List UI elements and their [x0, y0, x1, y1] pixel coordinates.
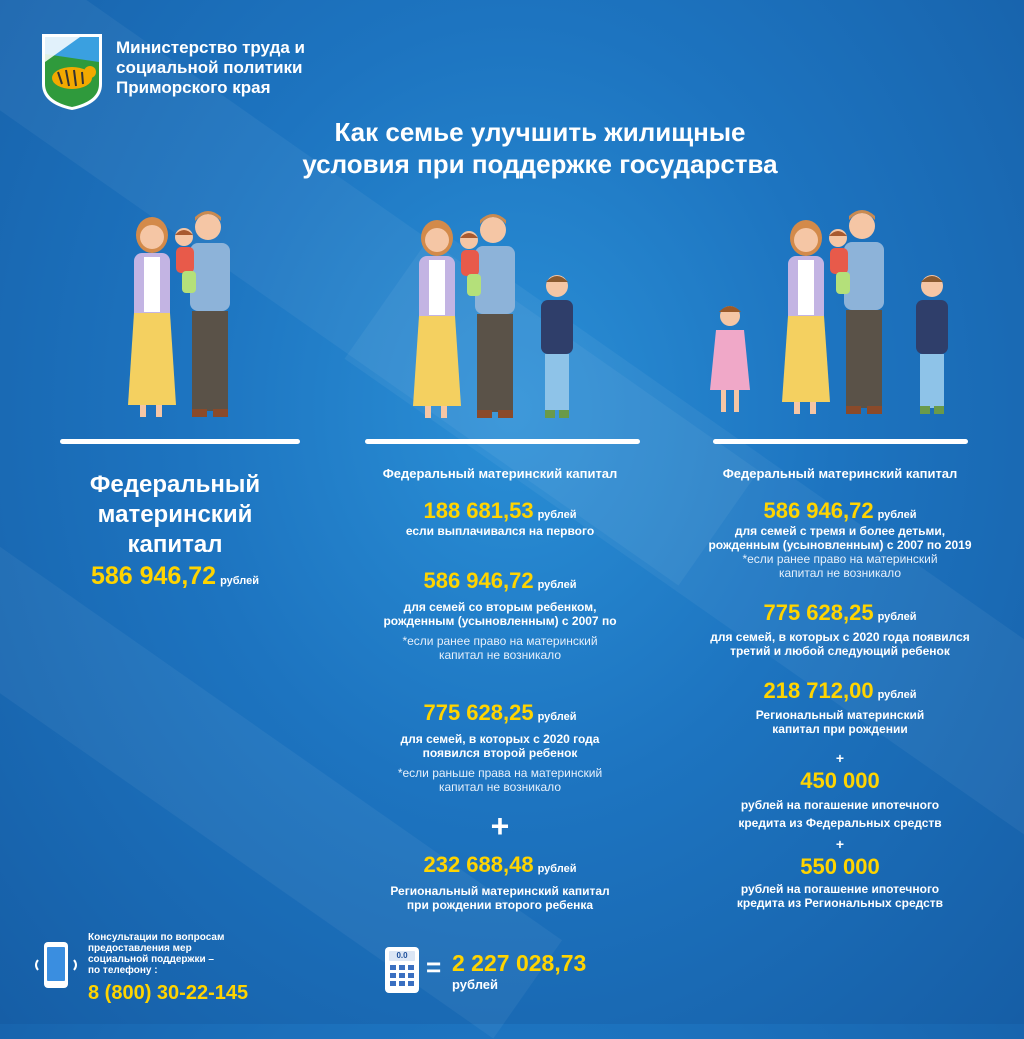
divider-col3: [713, 439, 968, 444]
consultation-line-1: Консультации по вопросам: [88, 932, 225, 943]
col2-regional: [340, 852, 660, 912]
page-title-line-1: Как семье улучшить жилищные: [334, 117, 746, 147]
family-illustration-three-children: [706, 210, 956, 420]
equals-sign: =: [426, 952, 442, 982]
page-title: [230, 116, 850, 180]
col3-item-1-desc-2: рожденным (усыновленным) с 2007 по 2019: [708, 538, 972, 552]
col1-title: [40, 470, 310, 560]
col2-item-2-unit: рублей: [537, 579, 577, 591]
col2-item-1: [340, 498, 660, 538]
col2-item-1-desc: если выплачивался на первого: [405, 524, 595, 538]
col3-item-3-unit: рублей: [877, 689, 917, 701]
consultation-line-3: социальной поддержки –: [88, 954, 214, 965]
col2-item-3-desc-1: для семей, в которых с 2020 года: [400, 732, 600, 746]
col2-item-3-unit: рублей: [537, 711, 577, 723]
col2-item-2-amount: 586 946,72: [423, 568, 534, 593]
calculator-icon: [384, 946, 420, 994]
phone-icon: [32, 940, 80, 990]
col2-item-2: [340, 568, 660, 662]
col2-item-2-note-2: капитал не возникало: [438, 648, 561, 662]
col3-plus-2: +: [835, 836, 845, 852]
consultation-text: [88, 932, 224, 976]
ministry-line-2: социальной политики: [116, 58, 303, 77]
col2-item-1-unit: рублей: [537, 509, 577, 521]
col2-plus: +: [490, 808, 510, 844]
col1-title-line-3: капитал: [127, 531, 223, 558]
col1-title-line-1: Федеральный: [89, 471, 261, 498]
col1-amount-row: [40, 562, 310, 591]
col2-regional-desc-2: при рождении второго ребенка: [406, 898, 594, 912]
col2-regional-desc-1: Региональный материнский капитал: [390, 884, 610, 898]
col2-item-3-desc-2: появился второй ребенок: [422, 746, 578, 760]
hotline-phone[interactable]: 8 (800) 30-22-145: [88, 982, 249, 1004]
col3-mortgage-federal-amount: 450 000: [800, 768, 880, 793]
col3-heading: Федеральный материнский капитал: [722, 466, 958, 481]
consultation-line-4: по телефону :: [88, 965, 158, 976]
col1-title-line-2: материнский: [97, 501, 253, 528]
col2-item-1-amount: 188 681,53: [423, 498, 534, 523]
divider-col2: [365, 439, 640, 444]
col2-item-2-desc-1: для семей со вторым ребенком,: [403, 600, 597, 614]
ministry-name: [116, 38, 305, 98]
col2-item-2-note-1: *если ранее право на материнский: [402, 634, 598, 648]
col2-item-3-note-2: капитал не возникало: [438, 780, 561, 794]
col3-mortgage-federal-desc-1: рублей на погашение ипотечного: [740, 798, 940, 812]
col3-mortgage-regional: [680, 854, 1000, 910]
col3-item-2-unit: рублей: [877, 611, 917, 623]
calculator-display-text: 0.0: [396, 951, 408, 960]
col3-item-2-amount: 775 628,25: [763, 600, 874, 625]
col3-item-3-desc-1: Региональный материнский: [755, 708, 925, 722]
coat-of-arms-logo: [40, 32, 104, 112]
ministry-line-1: Министерство труда и: [116, 38, 306, 57]
col3-item-3: [680, 678, 1000, 736]
col3-item-3-desc-2: капитал при рождении: [772, 722, 908, 736]
col2-regional-unit: рублей: [537, 863, 577, 875]
col3-item-1-desc-1: для семей с тремя и более детьми,: [734, 524, 946, 538]
col3-mortgage-regional-amount: 550 000: [800, 854, 880, 879]
col1-unit: рублей: [220, 575, 260, 587]
col3-item-1-amount: 586 946,72: [763, 498, 874, 523]
col3-item-1-unit: рублей: [877, 509, 917, 521]
total-amount: 2 227 028,73: [452, 950, 587, 976]
col2-item-3-amount: 775 628,25: [423, 700, 534, 725]
col2-item-3: [340, 700, 660, 794]
divider-col1: [60, 439, 300, 444]
col3-mortgage-federal: [680, 768, 1000, 830]
col2-item-3-note-1: *если раньше права на материнский: [397, 766, 603, 780]
total-block: [452, 950, 586, 992]
col1-amount: 586 946,72: [90, 562, 217, 590]
col3-plus-1: +: [835, 750, 845, 766]
ministry-line-3: Приморского края: [116, 78, 271, 97]
family-illustration-one-child: [120, 205, 250, 420]
consultation-line-2: предоставления мер: [88, 943, 192, 954]
col3-item-1-note-1: *если ранее право на материнский: [742, 552, 938, 566]
page-title-line-2: условия при поддержке государства: [302, 149, 778, 179]
col3-item-2: [680, 600, 1000, 658]
col3-item-1: [680, 498, 1000, 580]
total-unit: рублей: [452, 977, 499, 992]
col2-item-2-desc-2: рожденным (усыновленным) с 2007 по: [383, 614, 617, 628]
family-illustration-two-children: [405, 210, 585, 420]
col3-item-2-desc-2: третий и любой следующий ребенок: [730, 644, 950, 658]
col2-regional-amount: 232 688,48: [423, 852, 534, 877]
col3-item-3-amount: 218 712,00: [763, 678, 874, 703]
col2-heading: Федеральный материнский капитал: [382, 466, 618, 481]
col3-item-2-desc-1: для семей, в которых с 2020 года появился: [710, 630, 970, 644]
col3-item-1-note-2: капитал не возникало: [778, 566, 901, 580]
col3-mortgage-regional-desc-1: рублей на погашение ипотечного: [740, 882, 940, 896]
col3-mortgage-regional-desc-2: кредита из Региональных средств: [736, 896, 944, 910]
col3-mortgage-federal-desc-2: кредита из Федеральных средств: [738, 816, 942, 830]
